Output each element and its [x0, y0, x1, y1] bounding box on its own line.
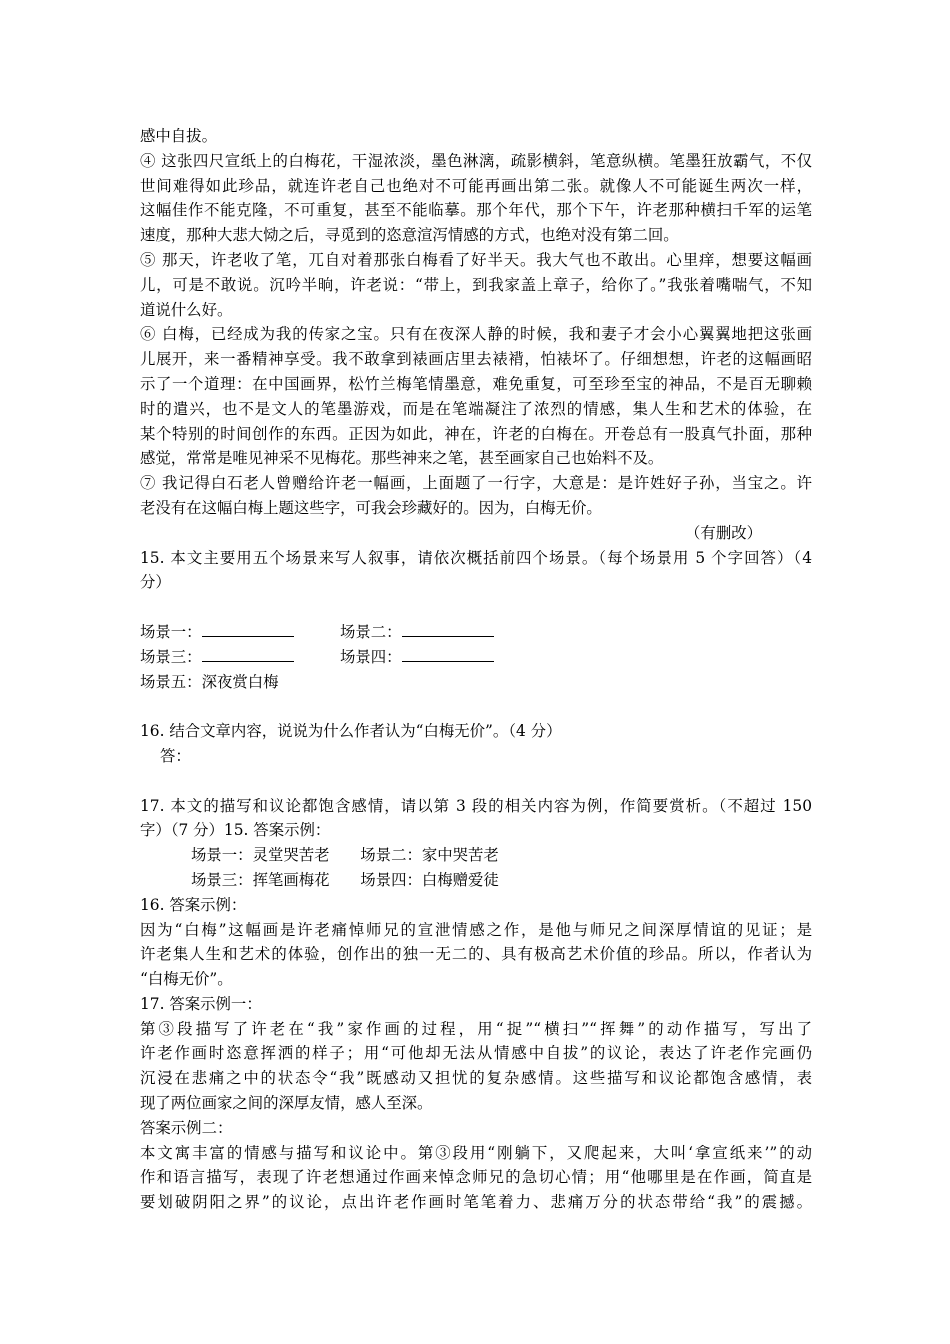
question-line: 15. 本文主要用五个场景来写人叙事，请依次概括前四个场景。（每个场景用 5 个字回答）（4	[140, 548, 812, 567]
document-page	[140, 124, 812, 1215]
answer-15-row-1: 场景一：灵堂哭苦老 场景二：家中哭苦老	[191, 846, 499, 865]
paragraph-7	[140, 471, 812, 521]
text-line: 示了一个道理：在中国画界，松竹兰梅笔情墨意，难免重复，可至珍至宝的神品，不是百无聊赖	[140, 374, 812, 393]
text-line: 许老集人生和艺术的体验，创作出的独一无二的、具有极高艺术价值的珍品。所以，作者认为	[140, 945, 812, 964]
scene-2-blank[interactable]	[402, 622, 494, 637]
text-line: 时的遣兴，也不是文人的笔墨游戏，而是在笔端凝注了浓烈的情感，集人生和艺术的体验，在	[140, 399, 812, 418]
answer-16-title: 16. 答案示例：	[140, 895, 247, 914]
paragraph-4	[140, 149, 812, 248]
text-line: 这幅佳作不能克隆，不可重复，甚至不能临摹。那个年代，那个下午，许老那种横扫千军的运笔	[140, 201, 812, 220]
text-line: 要划破阴阳之界”的议论，点出许老作画时笔笔着力、悲痛万分的状态带给“我”的震撼。	[140, 1193, 812, 1212]
question-16: 16. 结合文章内容，说说为什么作者认为“白梅无价”。（4 分）	[140, 722, 562, 741]
text-line: 儿，可是不敢说。沉吟半晌，许老说：“带上，到我家盖上章子，给你了。”我张着嘴喘气，不知	[140, 275, 812, 294]
text-line: 本文寓丰富的情感与描写和议论中。第③段用“刚躺下，又爬起来，大叫‘拿宣纸来’”的动	[140, 1143, 812, 1162]
edit-note: （有删改）	[685, 523, 762, 542]
answer-16	[140, 918, 812, 992]
text-line: 沉浸在悲痛之中的状态令“我”既感动又担忧的复杂感情。这些描写和议论都饱含感情，表	[140, 1069, 812, 1088]
text-line: 因为“白梅”这幅画是许老痛悼师兄的宣泄情感之作，是他与师兄之间深厚情谊的见证；是	[140, 920, 812, 939]
answer-17-example-1	[140, 1017, 812, 1116]
text-line: 第③段描写了许老在“我”家作画的过程，用“捉”“横扫”“挥舞”的动作描写，写出了	[140, 1019, 812, 1038]
question-line: 17. 本文的描写和议论都饱含感情，请以第 3 段的相关内容为例，作简要赏析。（不超过 150	[140, 796, 812, 815]
text-line: ⑦ 我记得白石老人曾赠给许老一幅画，上面题了一行字，大意是：是许姓好子孙，当宝之。许	[140, 474, 812, 493]
scene-1-blank[interactable]	[202, 622, 294, 637]
question-line: 分）	[140, 573, 171, 592]
question-17	[140, 794, 812, 844]
scene-5: 场景五：深夜赏白梅	[140, 672, 279, 691]
text-line: 许老作画时恣意挥洒的样子；用“可他却无法从情感中自拔”的议论，表达了许老作完画仍	[140, 1044, 812, 1063]
scene-4-blank[interactable]	[402, 647, 494, 662]
text-line: 老没有在这幅白梅上题这些字，可我会珍藏好的。因为，白梅无价。	[140, 498, 602, 517]
scene-2-label: 场景二：	[340, 622, 402, 641]
scene-row-2	[140, 645, 812, 670]
text-line: “白梅无价”。	[140, 970, 233, 989]
text-line: 作和语言描写，表现了许老想通过作画来悼念师兄的急切心情；用“他哪里是在作画，简直是	[140, 1168, 812, 1187]
paragraph-5	[140, 248, 812, 322]
text-line: 世间难得如此珍品，就连许老自己也绝对不可能再画出第二张。就像人不可能诞生两次一样，	[140, 176, 812, 195]
scene-row-1	[140, 620, 812, 645]
answer-label: 答：	[160, 746, 191, 765]
text-line: 儿展开，来一番精神享受。我不敢拿到裱画店里去裱褙，怕裱坏了。仔细想想，许老的这幅画昭	[140, 350, 812, 369]
text-line: 感觉，常常是唯见神采不见梅花。那些神来之笔，甚至画家自己也始料不及。	[140, 449, 664, 468]
answer-15-row-2: 场景三：挥笔画梅花 场景四：白梅赠爱徒	[191, 870, 499, 889]
question-15	[140, 546, 812, 596]
scene-1-label: 场景一：	[140, 622, 202, 641]
answer-17-example-2-title: 答案示例二：	[140, 1118, 233, 1137]
text-line: ⑥ 白梅，已经成为我的传家之宝。只有在夜深人静的时候，我和妻子才会小心翼翼地把这张画	[140, 325, 812, 344]
text-line: 速度，那种大悲大恸之后，寻觅到的恣意渲泻情感的方式，也绝对没有第二回。	[140, 226, 679, 245]
scene-3-blank[interactable]	[202, 647, 294, 662]
answer-17-example-2	[140, 1141, 812, 1215]
text-line: 现了两位画家之间的深厚友情，感人至深。	[140, 1094, 433, 1113]
text-line: ⑤ 那天，许老收了笔，兀自对着那张白梅看了好半天。我大气也不敢出。心里痒，想要这幅画	[140, 250, 812, 269]
paragraph-3-end: 感中自拔。	[140, 127, 217, 145]
question-line: 字）（7 分）15. 答案示例：	[140, 821, 331, 840]
scene-4-label: 场景四：	[340, 647, 402, 666]
text-line: 道说什么好。	[140, 300, 233, 319]
text-line: 某个特别的时间创作的东西。正因为如此，神在，许老的白梅在。开卷总有一股真气扑面，那种	[140, 424, 812, 443]
paragraph-6	[140, 322, 812, 471]
scene-3-label: 场景三：	[140, 647, 202, 666]
answer-17-title: 17. 答案示例一：	[140, 994, 262, 1013]
text-line: ④ 这张四尺宣纸上的白梅花，干湿浓淡，墨色淋漓，疏影横斜，笔意纵横。笔墨狂放霸气，不仅	[140, 151, 812, 170]
